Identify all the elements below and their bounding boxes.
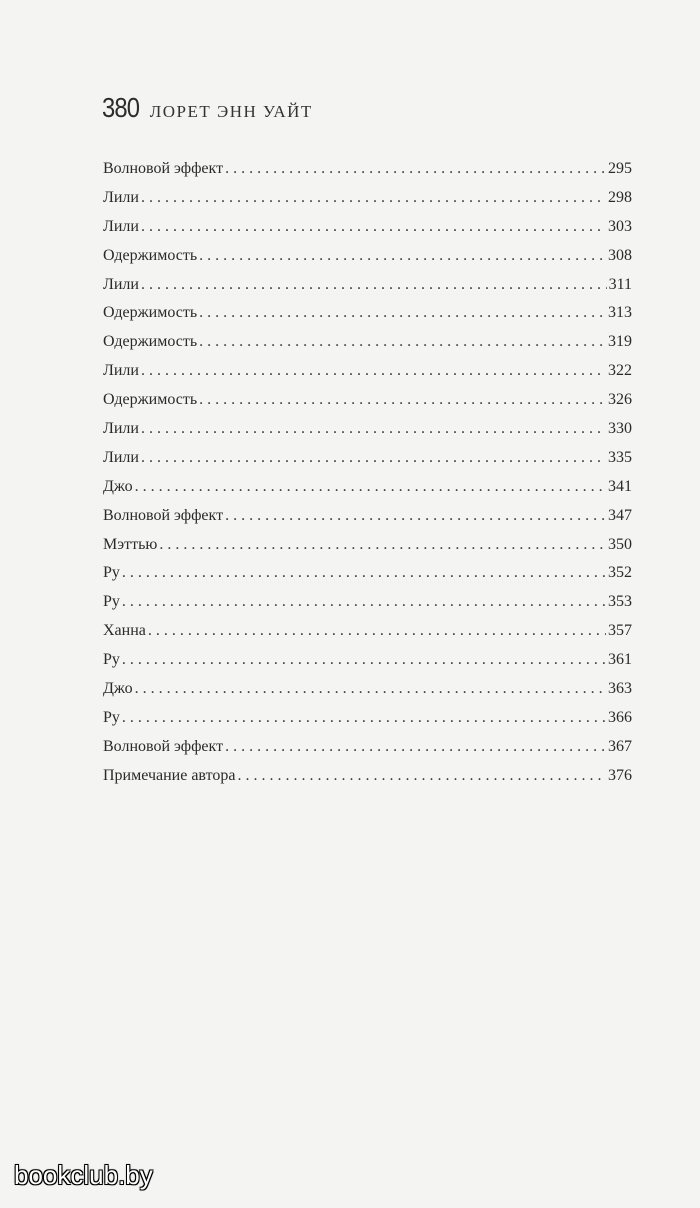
toc-entry-page: 350 <box>608 535 632 553</box>
toc-entry-title: Волновой эффект <box>103 160 224 177</box>
toc-entry-title: Джо <box>103 680 133 698</box>
toc-entry-title: Лили <box>103 420 139 438</box>
toc-entry <box>103 704 632 733</box>
table-of-contents <box>103 155 632 791</box>
toc-dot-leader <box>237 762 606 791</box>
toc-dot-leader <box>141 357 606 386</box>
toc-entry-title: Ру <box>103 708 120 726</box>
toc-entry-title: Одержимость <box>103 333 198 351</box>
toc-entry-title: Волновой эффект <box>103 737 224 755</box>
toc-dot-leader <box>141 415 606 444</box>
toc-dot-leader <box>199 242 606 271</box>
toc-dot-leader <box>141 184 606 213</box>
toc-entry-page: 363 <box>608 680 632 698</box>
toc-entry <box>103 328 632 357</box>
toc-entry-page: 295 <box>608 160 632 177</box>
toc-dot-leader <box>199 386 606 415</box>
toc-entry <box>103 646 632 675</box>
toc-dot-leader <box>225 502 606 531</box>
toc-entry-title: Волновой эффект <box>103 506 224 524</box>
toc-entry-page: 376 <box>608 766 632 784</box>
toc-dot-leader <box>225 155 606 184</box>
toc-dot-leader <box>141 213 606 242</box>
toc-dot-leader <box>141 271 607 300</box>
toc-entry-page: 313 <box>608 304 632 322</box>
toc-dot-leader <box>199 328 606 357</box>
toc-entry <box>103 444 632 473</box>
toc-dot-leader <box>225 733 606 762</box>
toc-dot-leader <box>122 559 606 588</box>
toc-dot-leader <box>135 473 606 502</box>
page-header <box>102 92 313 124</box>
toc-entry-page: 298 <box>608 188 632 206</box>
toc-dot-leader <box>148 617 606 646</box>
toc-entry-title: Одержимость <box>103 246 198 264</box>
toc-entry-title: Одержимость <box>103 391 198 409</box>
toc-entry-page: 326 <box>608 391 632 409</box>
toc-entry <box>103 184 632 213</box>
toc-dot-leader <box>135 675 606 704</box>
page-number: 380 <box>102 92 140 123</box>
toc-entry <box>103 762 632 791</box>
toc-entry-page: 352 <box>608 564 632 582</box>
toc-entry-title: Примечание автора <box>103 766 236 784</box>
watermark: bookclub.by <box>14 1160 153 1190</box>
toc-entry <box>103 155 632 184</box>
toc-entry-page: 335 <box>608 448 632 466</box>
toc-entry-title: Мэттью <box>103 535 158 553</box>
toc-entry-page: 319 <box>608 333 632 351</box>
toc-entry-page: 322 <box>608 362 632 380</box>
running-title: ЛОРЕТ ЭНН УАЙТ <box>149 102 313 121</box>
toc-entry <box>103 675 632 704</box>
toc-entry <box>103 588 632 617</box>
toc-entry-title: Лили <box>103 275 139 293</box>
toc-entry-page: 341 <box>608 477 632 495</box>
toc-entry <box>103 559 632 588</box>
toc-entry <box>103 299 632 328</box>
toc-entry-page: 308 <box>608 246 632 264</box>
toc-entry-title: Лили <box>103 362 139 380</box>
toc-entry <box>103 213 632 242</box>
toc-entry-page: 366 <box>608 708 632 726</box>
toc-entry-page: 303 <box>608 217 632 235</box>
toc-entry-title: Лили <box>103 217 139 235</box>
toc-entry-page: 357 <box>608 622 632 640</box>
toc-dot-leader <box>141 444 606 473</box>
toc-dot-leader <box>199 299 606 328</box>
toc-entry-page: 347 <box>608 506 632 524</box>
toc-entry-title: Одержимость <box>103 304 198 322</box>
toc-entry-page: 311 <box>608 275 632 293</box>
toc-entry <box>103 531 632 560</box>
toc-entry <box>103 473 632 502</box>
toc-entry <box>103 242 632 271</box>
toc-entry-title: Ру <box>103 564 120 582</box>
toc-dot-leader <box>159 531 606 560</box>
toc-dot-leader <box>122 704 606 733</box>
toc-entry <box>103 271 632 300</box>
toc-entry-page: 367 <box>608 737 632 755</box>
toc-entry <box>103 386 632 415</box>
toc-entry <box>103 502 632 531</box>
toc-entry-page: 330 <box>608 420 632 438</box>
toc-entry-title: Лили <box>103 188 139 206</box>
toc-entry-title: Ру <box>103 651 120 669</box>
toc-entry <box>103 357 632 386</box>
toc-dot-leader <box>122 646 606 675</box>
toc-entry <box>103 733 632 762</box>
toc-entry-title: Лили <box>103 448 139 466</box>
toc-entry <box>103 415 632 444</box>
toc-entry <box>103 617 632 646</box>
toc-entry-page: 353 <box>608 593 632 611</box>
toc-entry-page: 361 <box>608 651 632 669</box>
toc-dot-leader <box>122 588 606 617</box>
toc-entry-title: Ханна <box>103 622 146 640</box>
toc-entry-title: Джо <box>103 477 133 495</box>
toc-entry-title: Ру <box>103 593 120 611</box>
